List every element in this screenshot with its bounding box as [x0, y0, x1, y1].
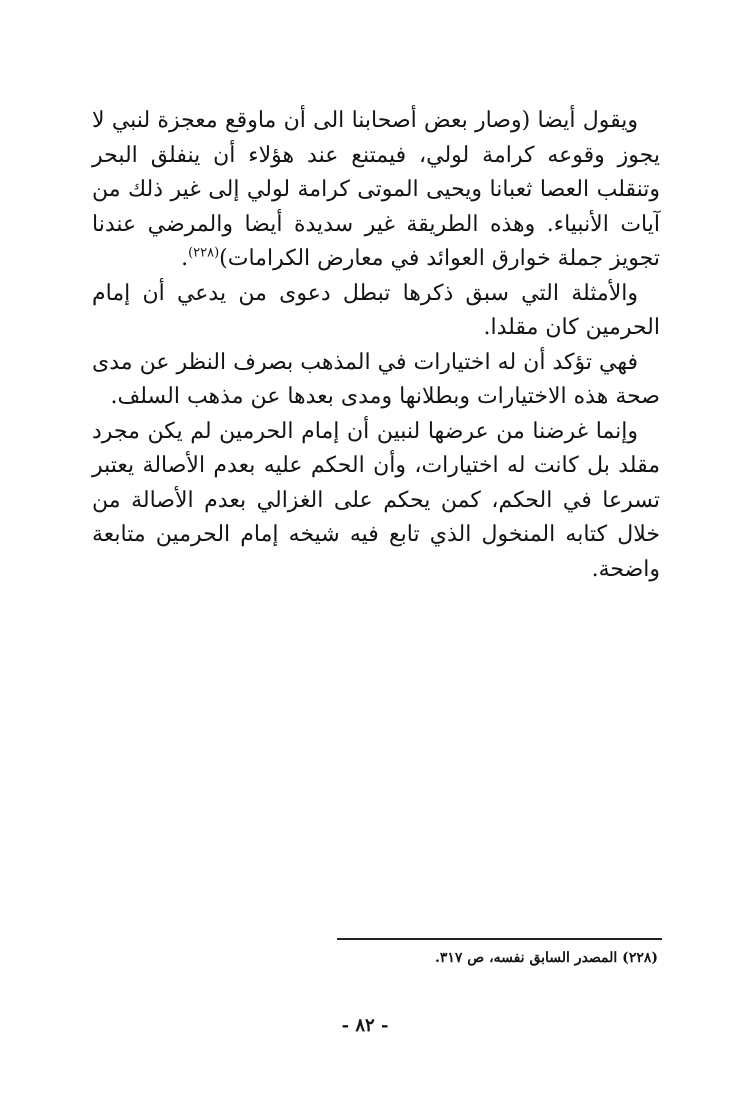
paragraph: فهي تؤكد أن له اختيارات في المذهب بصرف النظر عن مدى صحة هذه الاختيارات وبطلانها ومدى بعدها عن مذهب السلف. [92, 349, 660, 409]
paragraph: والأمثلة التي سبق ذكرها تبطل دعوى من يدعي أن إمام الحرمين كان مقلدا. [92, 280, 660, 340]
main-text [92, 104, 660, 587]
paragraph [92, 104, 660, 277]
paragraph-text: ويقول أيضا (وصار بعض أصحابنا الى أن ماوقع معجزة لنبي لا يجوز وقوعه كرامة لولي، فيمتنع عند هؤلاء أن ينفلق البحر وتنقلب العصا ثعبانا ويحيى الموتى كرامة لولي إلى غير ذلك من آيات الأنبياء. وهذه الطريقة غير سديدة أيضا والمرضي عندنا تجويز جملة خوارق العوائد في معارض الكرامات) [92, 108, 660, 271]
footnote-reference[interactable]: (٢٢٨) [188, 245, 220, 261]
page-number: - ٨٢ - [341, 1015, 389, 1036]
paragraph-tail: . [181, 246, 189, 271]
paragraph: وإنما غرضنا من عرضها لنبين أن إمام الحرمين لم يكن مجرد مقلد بل كانت له اختيارات، وأن الحكم عليه بعدم الأصالة يعتبر تسرعا في الحكم، كمن يحكم على الغزالي بعدم الأصالة من خلال كتابه المنخول الذي تابع فيه شيخه إمام الحرمين متابعة واضحة. [92, 418, 660, 582]
footnote: (٢٢٨) المصدر السابق نفسه، ص ٣١٧. [434, 950, 658, 966]
footnote-divider [337, 938, 662, 940]
